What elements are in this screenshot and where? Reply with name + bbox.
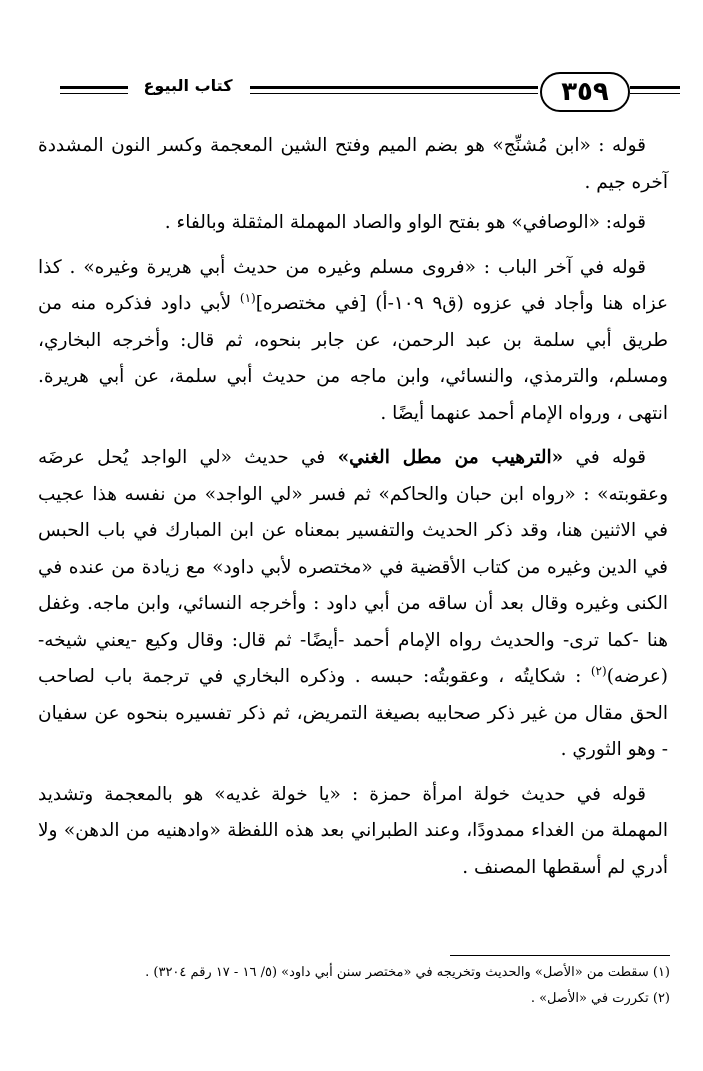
footnote-2: (٢) تكررت في «الأصل» . — [530, 991, 670, 1006]
footnote-ref-2: (٢) — [590, 663, 607, 678]
header-rule-right-top — [630, 86, 680, 89]
paragraph-al-wassafi: قوله: «الوصافي» هو بفتح الواو والصاد المهملة المثقلة وبالفاء . — [164, 212, 646, 233]
paragraph-text: : شكايتُه ، وعقوبتُه: حبسه . وذكره البخاري في ترجمة باب لصاحب الحق مقال من غير ذكر صحابيه بصيغة التمريض، ثم ذكر تفسيره بنحوه عن سفيان - وهو الثوري . — [38, 666, 668, 760]
header-rule-middle-bottom — [250, 93, 538, 94]
paragraph-text: قوله في — [563, 447, 647, 468]
chapter-title: كتاب البيوع — [143, 76, 233, 95]
paragraph-text: لأبي داود فذكره منه من طريق أبي سلمة بن عبد الرحمن، عن جابر بنحوه، ثم قال: وأخرجه البخاري، ومسلم، والترمذي، والنسائي، وابن ماجه من حديث أبي سلمة، عن أبي هريرة. انتهى ، ورواه الإمام أحمد عنهما أيضًا . — [38, 293, 668, 424]
main-text — [38, 128, 668, 890]
paragraph-tarhib — [38, 440, 668, 769]
paragraph-ibn-mushannij: قوله : «ابن مُشنِّج» هو بضم الميم وفتح الشين المعجمة وكسر النون المشددة آخره جيم . — [38, 135, 668, 193]
footnote-ref-1: (١) — [239, 290, 256, 305]
page-header — [0, 70, 703, 120]
header-rule-left-top — [60, 86, 128, 89]
paragraph-khawla: قوله في حديث خولة امرأة حمزة : «يا خولة غديه» هو بالمعجمة وتشديد المهملة من الغداء ممدودًا، وعند الطبراني بعد هذه اللفظة «وادهنيه من الدهن» ولا أدري لم أسقطها المصنف . — [38, 783, 668, 878]
paragraph-text: في حديث «لي الواجد يُحل عرضَه وعقوبته» : «رواه ابن حبان والحاكم» ثم فسر «لي الواجد» من نفسه هذا عجيب في الاثنين هنا، وقد ذكر الحديث والتفسير بمعناه عن ابن المبارك في باب الحبس في الدين وغيره من كتاب الأقضية في «مختصره لأبي داود» مع زيادة من عنده في الكنى وغيره وقال بعد أن ساقه من أبي داود : وأخرجه النسائي، وابن ماجه. وغفل هنا -كما ترى- والحديث رواه الإمام أحمد -أيضًا- ثم قال: وقال وكيع -يعني شيخه- (عرضه) — [38, 447, 668, 687]
bold-heading: «الترهيب من مطل الغني» — [337, 447, 564, 468]
header-rule-middle-top — [250, 86, 538, 89]
page-number: ٣٥٩ — [540, 72, 630, 112]
paragraph-text: قوله في آخر الباب : «فروى مسلم وغيره من حديث أبي هريرة وغيره» . كذا عزاه هنا وأجاد في عزوه (ق٩ ١٠٩-أ) [في مختصره] — [38, 256, 668, 314]
footnotes — [60, 960, 670, 1012]
footnote-divider — [450, 955, 670, 956]
header-rule-right-bottom — [630, 93, 680, 94]
paragraph-end-of-chapter — [38, 250, 668, 433]
footnote-1: (١) سقطت من «الأصل» والحديث وتخريجه في «مختصر سنن أبي داود» (٥/ ١٦ - ١٧ رقم ٣٢٠٤) . — [145, 965, 670, 980]
header-rule-left-bottom — [60, 93, 128, 94]
